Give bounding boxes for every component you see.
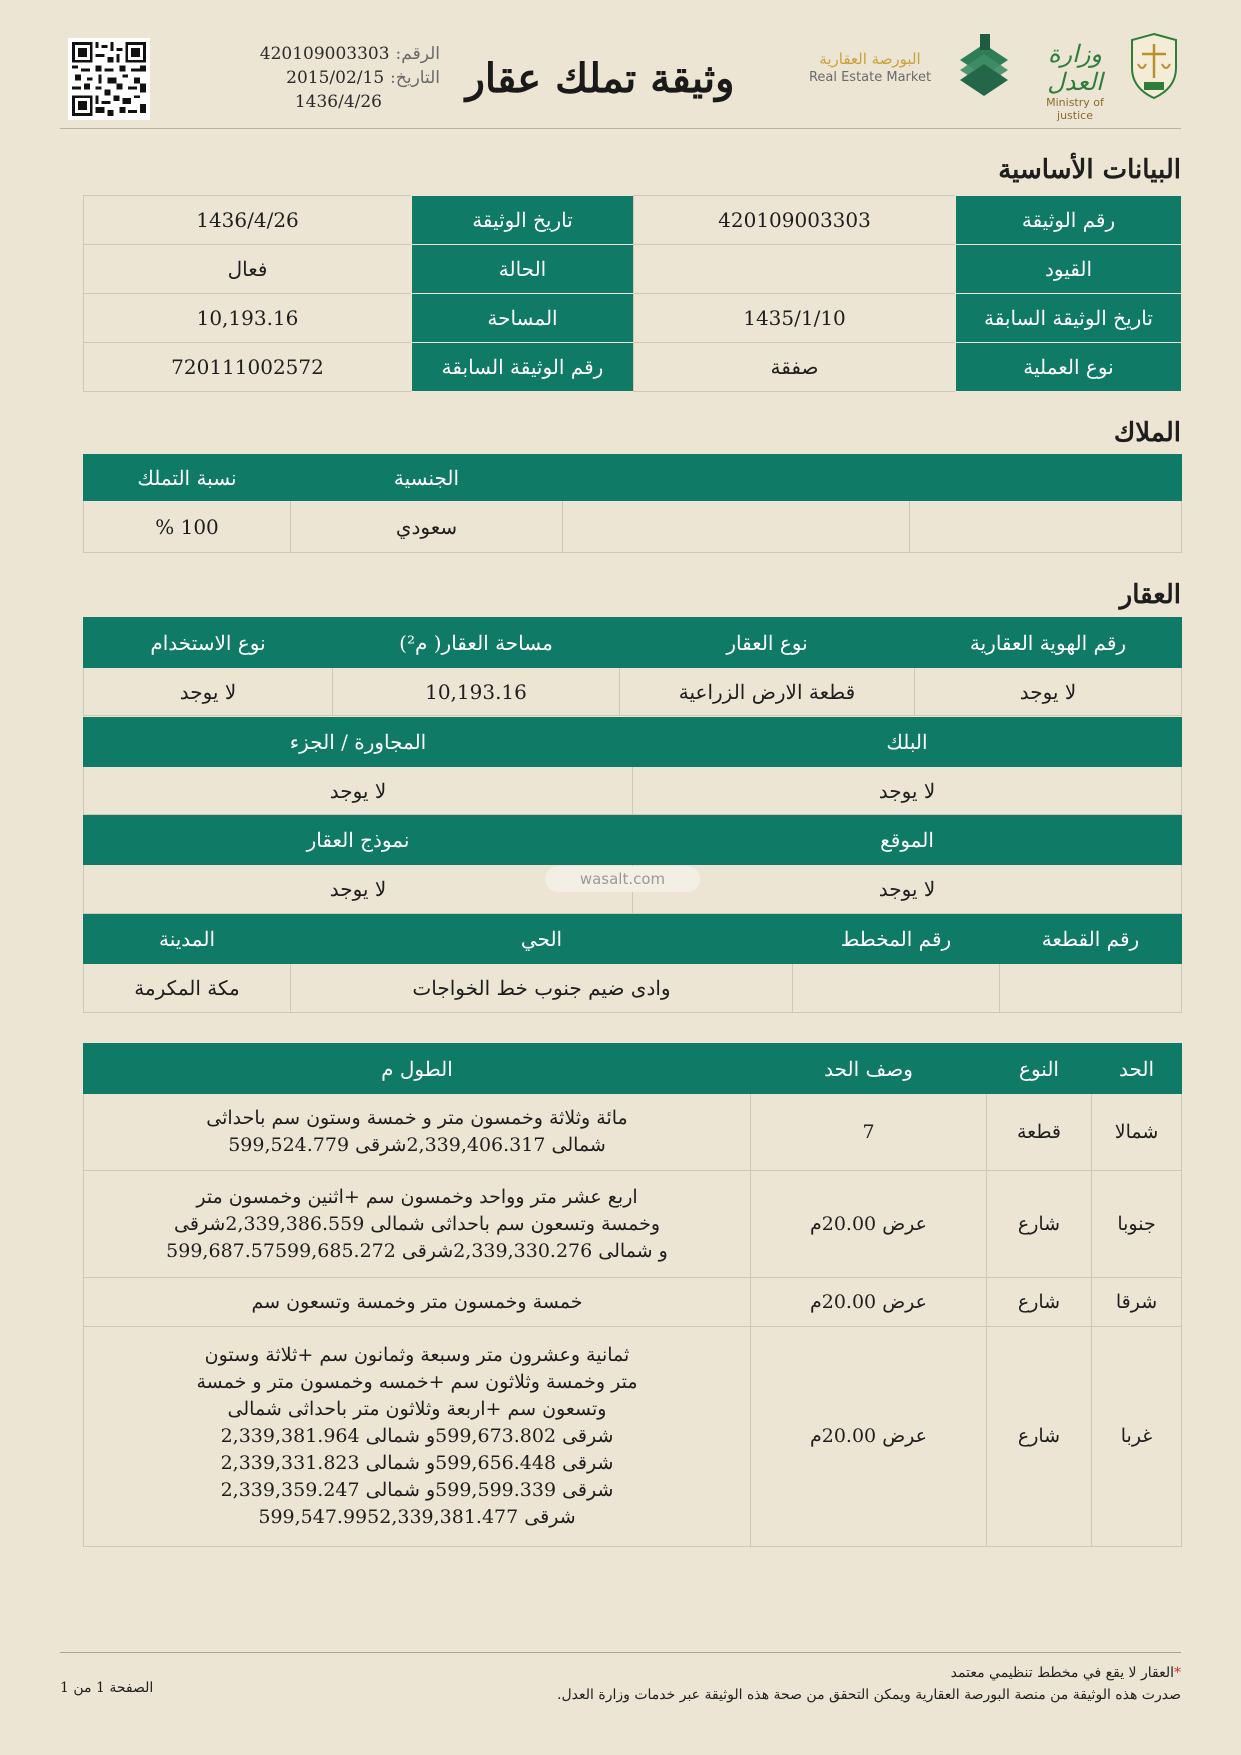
- boundary-desc: عرض 20.00م: [751, 1327, 987, 1547]
- block-value: لا يوجد: [633, 767, 1182, 815]
- owner-cell-2: [563, 501, 910, 553]
- watermark: wasalt.com: [545, 866, 700, 892]
- document-meta: [200, 42, 440, 114]
- table-row: [84, 343, 1182, 392]
- table-header-row: [84, 816, 1182, 865]
- block-header: البلك: [633, 718, 1182, 767]
- doc-number-label: رقم الوثيقة: [956, 196, 1182, 245]
- footer-notes: [281, 1662, 1181, 1706]
- table-header-row: [84, 455, 1182, 501]
- boundaries-table: [83, 1043, 1182, 1547]
- table-row: [84, 196, 1182, 245]
- moj-emblem-icon: [1126, 30, 1182, 102]
- plan-number-value: [793, 964, 1000, 1013]
- table-row: [84, 1171, 1182, 1278]
- boundary-length: ثمانية وعشرون متر وسبعة وثمانون سم +ثلاثة وستون متر وخمسة وثلاثون سم +خمسه وخمسون متر و خمسة وتسعون سم +اربعة وثلاثون متر باحداثى شمالى شرقى 599,673.802و شمالى 2,339,381.964 شرقى 599,656.448و شمالى 2,339,331.823 شرقى 599,599.339و شمالى 2,339,359.247 شرقى 599,547.9952,339,381.477: [84, 1327, 751, 1547]
- document-header: [0, 0, 1241, 130]
- property-area-header: مساحة العقار( م²): [333, 618, 620, 668]
- doc-date-label: تاريخ الوثيقة: [412, 196, 634, 245]
- page-number: الصفحة 1 من 1: [60, 1680, 154, 1696]
- owners-table: [83, 454, 1182, 553]
- table-header-row: [84, 618, 1182, 668]
- nationality-header: الجنسية: [291, 455, 563, 501]
- market-logo-en: Real Estate Market: [808, 70, 932, 85]
- area-value: 10,193.16: [84, 294, 412, 343]
- moj-logo-ar: وزارة العدل: [1047, 40, 1103, 96]
- basic-data-table: [83, 195, 1182, 392]
- table-row: [84, 245, 1182, 294]
- plot-number-header: رقم القطعة: [1000, 915, 1182, 964]
- status-label: الحالة: [412, 245, 634, 294]
- property-id-value: لا يوجد: [915, 668, 1182, 716]
- boundary-desc-header: وصف الحد: [751, 1044, 987, 1094]
- status-value: فعال: [84, 245, 412, 294]
- date-label: التاريخ:: [390, 68, 440, 88]
- market-logo-icon: [950, 30, 1018, 98]
- operation-type-value: صفقة: [634, 343, 956, 392]
- table-header-row: [84, 718, 1182, 767]
- boundary-side: شمالا: [1092, 1094, 1182, 1171]
- operation-type-label: نوع العملية: [956, 343, 1182, 392]
- plot-number-value: [1000, 964, 1182, 1013]
- district-value: وادى ضيم جنوب خط الخواجات: [291, 964, 793, 1013]
- table-row: [84, 294, 1182, 343]
- boundary-header: الحد: [1092, 1044, 1182, 1094]
- property-type-header: نوع العقار: [620, 618, 915, 668]
- location-table: [83, 815, 1182, 914]
- ownership-ratio-value: 100 %: [84, 501, 291, 553]
- city-header: المدينة: [84, 915, 291, 964]
- neighborhood-part-header: المجاورة / الجزء: [84, 718, 633, 767]
- plan-number-header: رقم المخطط: [793, 915, 1000, 964]
- doc-date-value: 1436/4/26: [84, 196, 412, 245]
- table-row: [84, 767, 1182, 815]
- plot-table: [83, 914, 1182, 1013]
- hijri-date: 1436/4/26: [294, 92, 382, 112]
- area-label: المساحة: [412, 294, 634, 343]
- table-header-row: [84, 915, 1182, 964]
- property-title: العقار: [1119, 580, 1181, 610]
- boundary-type-header: النوع: [987, 1044, 1092, 1094]
- table-row: [84, 964, 1182, 1013]
- date-value: 2015/02/15: [286, 68, 385, 88]
- property-id-header: رقم الهوية العقارية: [915, 618, 1182, 668]
- boundary-side: شرقا: [1092, 1278, 1182, 1327]
- boundary-length: خمسة وخمسون متر وخمسة وتسعون سم: [84, 1278, 751, 1327]
- restrictions-value: [634, 245, 956, 294]
- number-label: الرقم:: [395, 44, 440, 64]
- basic-data-title: البيانات الأساسية: [998, 155, 1181, 185]
- owner-col-1: [910, 455, 1182, 501]
- prev-doc-number-value: 720111002572: [84, 343, 412, 392]
- boundary-type: شارع: [987, 1278, 1092, 1327]
- usage-type-header: نوع الاستخدام: [84, 618, 333, 668]
- boundary-side: جنوبا: [1092, 1171, 1182, 1278]
- market-logo-ar: البورصة العقارية: [819, 50, 921, 68]
- district-header: الحي: [291, 915, 793, 964]
- neighborhood-part-value: لا يوجد: [84, 767, 633, 815]
- table-row: [84, 1278, 1182, 1327]
- nationality-value: سعودي: [291, 501, 563, 553]
- table-row: [84, 501, 1182, 553]
- block-table: [83, 717, 1182, 815]
- owner-cell-1: [910, 501, 1182, 553]
- boundary-side: غربا: [1092, 1327, 1182, 1547]
- boundary-type: قطعة: [987, 1094, 1092, 1171]
- boundary-desc: عرض 20.00م: [751, 1278, 987, 1327]
- prev-doc-date-label: تاريخ الوثيقة السابقة: [956, 294, 1182, 343]
- moj-logo-en: Ministry of justice: [1046, 96, 1104, 122]
- page-title: وثيقة تملك عقار: [465, 55, 735, 102]
- table-row: [84, 668, 1182, 716]
- prev-doc-number-label: رقم الوثيقة السابقة: [412, 343, 634, 392]
- location-header: الموقع: [633, 816, 1182, 865]
- footnote-2: صدرت هذه الوثيقة من منصة البورصة العقارية ويمكن التحقق من صحة هذه الوثيقة عبر خدمات وزارة العدل.: [557, 1687, 1181, 1703]
- boundary-length: مائة وثلاثة وخمسون متر و خمسة وستون سم باحداثى شمالى 2,339,406.317شرقى 599,524.779: [84, 1094, 751, 1171]
- owner-col-2: [563, 455, 910, 501]
- boundary-length: اربع عشر متر وواحد وخمسون سم +اثنين وخمسون متر وخمسة وتسعون سم باحداثى شمالى 2,339,386.559شرقى و شمالى 2,339,330.276شرقى 599,687.57599,685.272: [84, 1171, 751, 1278]
- table-header-row: [84, 1044, 1182, 1094]
- real-estate-market-logo: [800, 50, 940, 85]
- ownership-ratio-header: نسبة التملك: [84, 455, 291, 501]
- number-value: 420109003303: [259, 44, 390, 64]
- restrictions-label: القيود: [956, 245, 1182, 294]
- property-area-value: 10,193.16: [333, 668, 620, 716]
- table-row: [84, 1094, 1182, 1171]
- location-value: لا يوجد: [633, 865, 1182, 914]
- property-type-value: قطعة الارض الزراعية: [620, 668, 915, 716]
- owners-title: الملاك: [1113, 418, 1181, 448]
- footer-divider: [60, 1652, 1181, 1653]
- prev-doc-date-value: 1435/1/10: [634, 294, 956, 343]
- boundary-desc: 7: [751, 1094, 987, 1171]
- footnote-star: *: [1174, 1665, 1181, 1681]
- usage-type-value: لا يوجد: [84, 668, 333, 716]
- boundary-desc: عرض 20.00م: [751, 1171, 987, 1278]
- ministry-of-justice-logo: [1030, 40, 1120, 122]
- header-divider: [60, 128, 1181, 129]
- property-model-value: لا يوجد: [84, 865, 633, 914]
- boundary-length-header: الطول م: [84, 1044, 751, 1094]
- property-model-header: نموذج العقار: [84, 816, 633, 865]
- footnote-1: العقار لا يقع في مخطط تنظيمي معتمد: [950, 1665, 1174, 1681]
- property-table: [83, 617, 1182, 716]
- qr-code-icon: [68, 38, 150, 120]
- doc-number-value: 420109003303: [634, 196, 956, 245]
- city-value: مكة المكرمة: [84, 964, 291, 1013]
- boundary-type: شارع: [987, 1327, 1092, 1547]
- boundary-type: شارع: [987, 1171, 1092, 1278]
- table-row: [84, 1327, 1182, 1547]
